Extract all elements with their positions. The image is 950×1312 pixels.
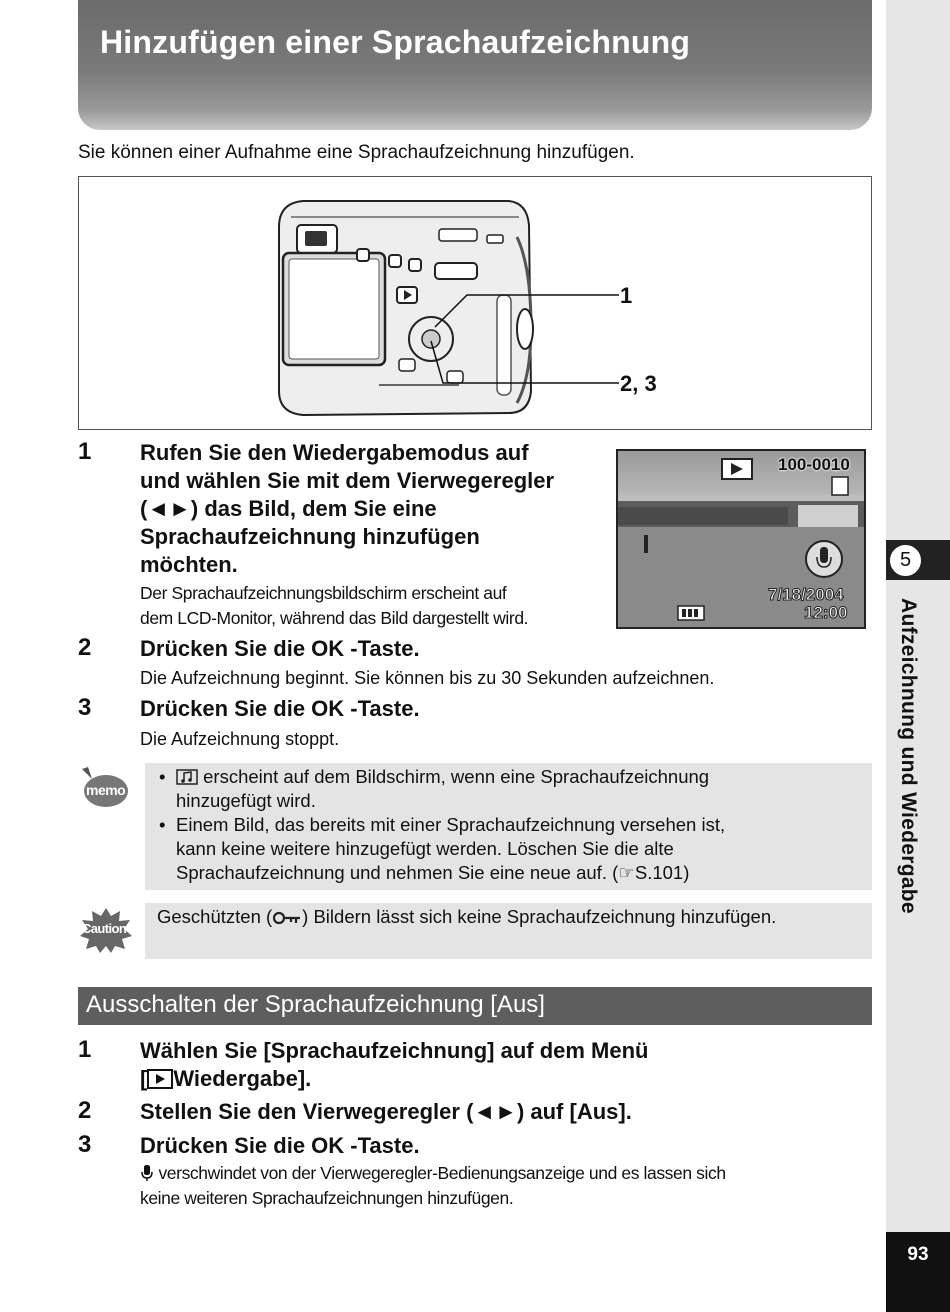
page-title: Hinzufügen einer Sprachaufzeichnung — [100, 24, 691, 60]
section2-step-3-body-line — [140, 1161, 880, 1186]
chapter-title: Aufzeichnung und Wiedergabe — [897, 598, 920, 914]
step-1-number: 1 — [78, 438, 92, 465]
section2-step-1-heading-line — [140, 1065, 649, 1093]
caution-box — [145, 903, 872, 959]
step-1-body-line: Der Sprachaufzeichnungsbildschirm erscheint auf — [140, 583, 507, 603]
header-band — [78, 0, 872, 130]
camera-figure — [78, 176, 872, 430]
step-1-heading-line: Rufen Sie den Wiedergabemodus auf — [140, 440, 529, 465]
step-3-heading: Drücken Sie die OK -Taste. — [140, 696, 420, 721]
step-1-heading-line: möchten. — [140, 552, 238, 577]
step-1-heading — [140, 439, 610, 579]
section-heading: Ausschalten der Sprachaufzeichnung [Aus] — [78, 987, 872, 1025]
section2-step-3-number: 3 — [78, 1131, 92, 1158]
microphone-icon — [140, 1164, 154, 1182]
step-1-heading-line: Sprachaufzeichnung hinzufügen — [140, 524, 480, 549]
chapter-number: 5 — [889, 544, 922, 577]
section2-step-2-heading: Stellen Sie den Vierwegeregler (◄►) auf [Aus]. — [140, 1099, 632, 1124]
memo-item-text: hinzugefügt wird. — [176, 790, 316, 811]
memo-item-text: kann keine weitere hinzugefügt werden. Löschen Sie die alte — [176, 838, 674, 859]
step-1-heading-line: (◄►) das Bild, dem Sie eine — [140, 496, 437, 521]
section2-step-1-number: 1 — [78, 1036, 92, 1063]
bracket-open: [ — [140, 1066, 148, 1091]
section2-step-3-body — [140, 1161, 880, 1211]
memo-icon-label: memo — [86, 782, 126, 798]
memo-item — [159, 813, 858, 885]
section2-step-3-body-line: keine weiteren Sprachaufzeichnungen hinzufügen. — [140, 1188, 514, 1208]
body-text: verschwindet von der Vierwegeregler-Bedienungsanzeige und es lassen sich — [154, 1163, 726, 1183]
section2-step-1-heading-line: Wählen Sie [Sprachaufzeichnung] auf dem Menü — [140, 1038, 649, 1063]
step-2-heading: Drücken Sie die OK -Taste. — [140, 636, 420, 661]
memo-icon — [78, 765, 130, 813]
step-3-number: 3 — [78, 694, 92, 721]
menu-name: Wiedergabe]. — [173, 1066, 312, 1091]
memo-item-text: Einem Bild, das bereits mit einer Sprachaufzeichnung versehen ist, — [176, 814, 726, 835]
memo-item-text: erscheint auf dem Bildschirm, wenn eine Sprachaufzeichnung — [198, 766, 710, 787]
lcd-date: 7/18/2004 — [768, 585, 844, 604]
camera-illustration — [79, 177, 871, 429]
step-2-body: Die Aufzeichnung beginnt. Sie können bis zu 30 Sekunden aufzeichnen. — [140, 668, 715, 688]
page-number: 93 — [886, 1232, 950, 1312]
caution-text: ) Bildern lässt sich keine Sprachaufzeichnung hinzufügen. — [302, 906, 777, 927]
file-number: 100-0010 — [778, 455, 850, 474]
intro-text: Sie können einer Aufnahme eine Sprachaufzeichnung hinzufügen. — [78, 142, 635, 163]
callout-1: 1 — [620, 283, 633, 308]
callout-2-3: 2, 3 — [620, 371, 657, 396]
step-3-body: Die Aufzeichnung stoppt. — [140, 729, 340, 749]
memo-item — [159, 765, 858, 813]
step-1-body-line: dem LCD-Monitor, während das Bild dargestellt wird. — [140, 608, 529, 628]
step-1-body — [140, 581, 610, 631]
memo-item-text: Sprachaufzeichnung und nehmen Sie eine neue auf. (☞S.101) — [176, 862, 690, 883]
voice-memo-icon — [176, 768, 198, 786]
caution-text: Geschützten ( — [157, 906, 273, 927]
lcd-time: 12:00 — [804, 603, 848, 622]
section2-step-1-heading — [140, 1037, 649, 1093]
playback-icon — [147, 1069, 173, 1089]
step-2-number: 2 — [78, 634, 92, 661]
caution-icon-label: Caution — [82, 921, 127, 936]
section2-step-3-heading: Drücken Sie die OK -Taste. — [140, 1133, 420, 1158]
key-icon — [272, 910, 302, 926]
section2-step-2-number: 2 — [78, 1097, 92, 1124]
step-1-heading-line: und wählen Sie mit dem Vierwegeregler — [140, 468, 555, 493]
memo-box — [145, 763, 872, 890]
lcd-playback-screen — [616, 449, 866, 629]
protect-icon — [832, 477, 848, 495]
caution-icon — [78, 906, 134, 954]
